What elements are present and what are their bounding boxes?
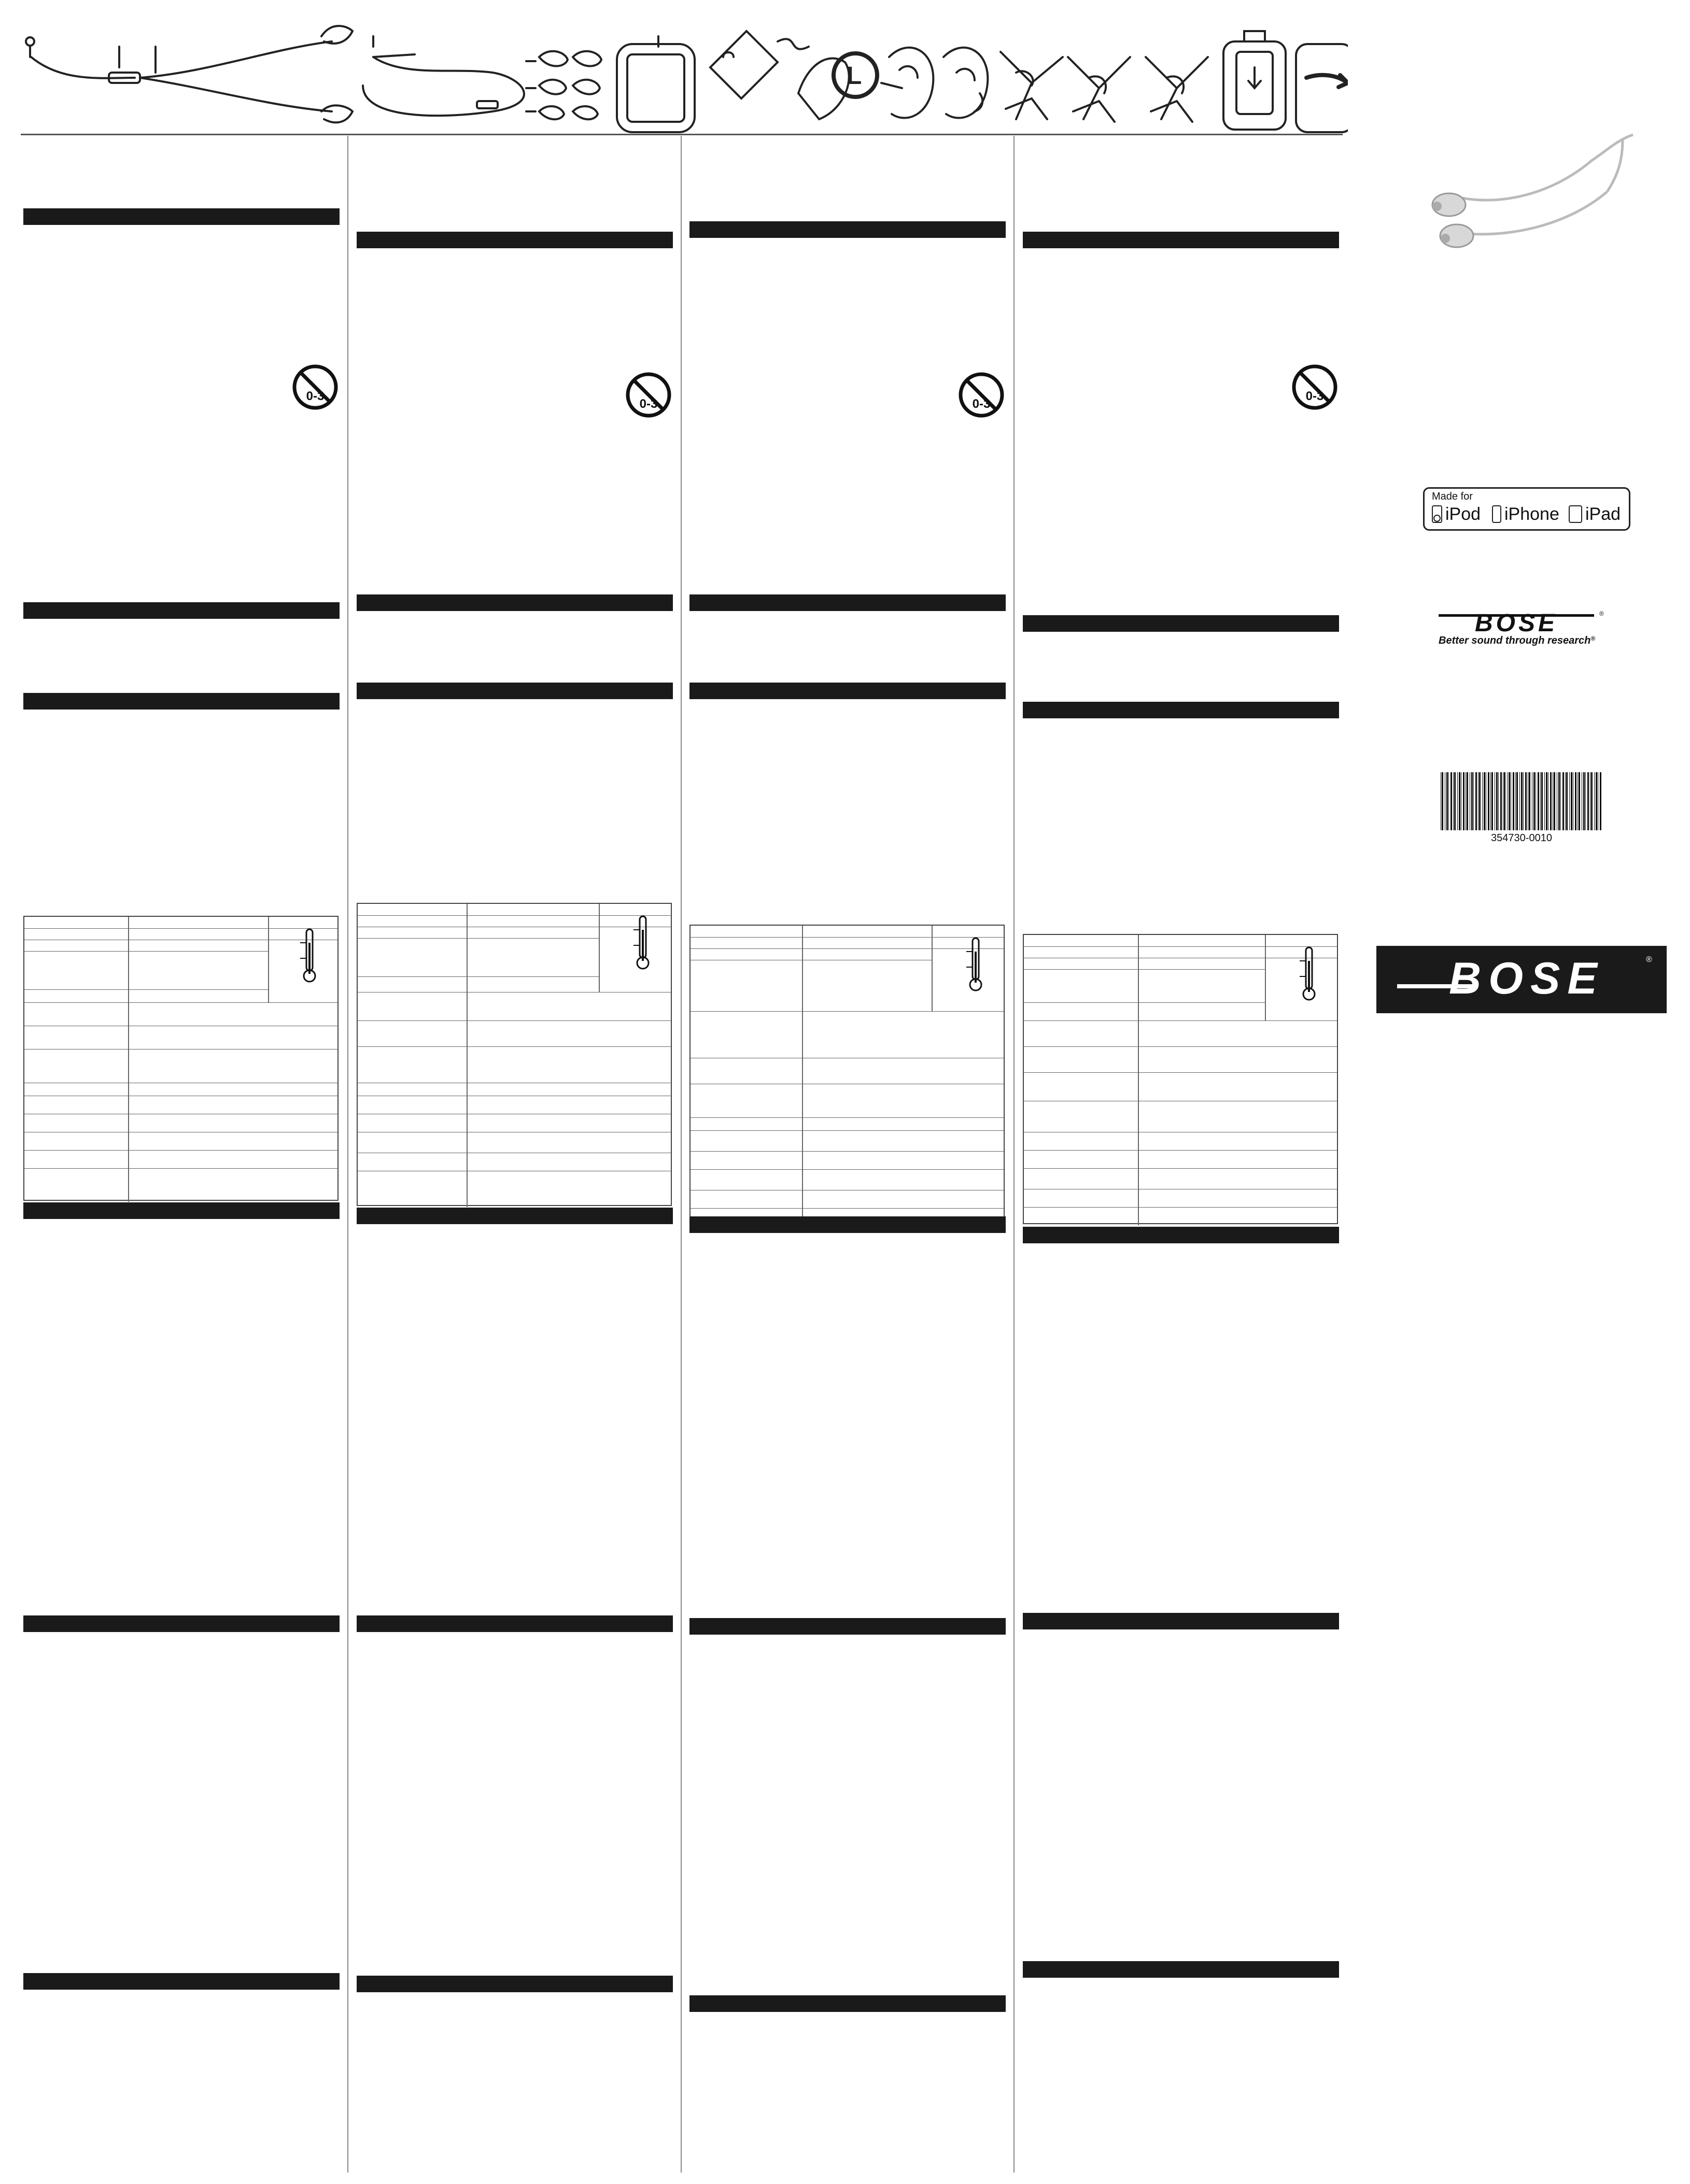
barcode-bar (1544, 772, 1545, 830)
barcode-bar (1571, 772, 1572, 830)
device-iphone: iPhone (1504, 504, 1559, 524)
section-header-bar (1023, 1227, 1339, 1243)
specifications-table (23, 916, 339, 1201)
section-header-bar (357, 1615, 673, 1632)
column-divider-1 (347, 136, 348, 2173)
illustration-strip (0, 0, 1348, 137)
section-header-bar (357, 232, 673, 248)
section-header-bar (23, 1615, 340, 1632)
barcode-bar (1509, 772, 1510, 830)
language-column-4 (1023, 136, 1339, 2173)
bose-wordmark-large: BOSE (1449, 954, 1604, 1003)
barcode-bar (1459, 772, 1460, 830)
age-label: 0-3 (972, 397, 991, 411)
section-header-bar (23, 602, 340, 619)
no-children-0-3-icon (958, 372, 1005, 418)
barcode-bar (1488, 772, 1489, 830)
eartip-sizes-figure (526, 51, 601, 119)
barcode-bar (1513, 772, 1514, 830)
barcode-bar (1500, 772, 1502, 830)
temperature-icon (965, 936, 986, 993)
barcode-bar (1519, 772, 1520, 830)
no-children-0-3-icon (292, 364, 339, 410)
barcode-bar (1579, 772, 1580, 830)
barcode-bar (1600, 772, 1601, 830)
section-header-bar (23, 1973, 340, 1990)
barcode-bar (1479, 772, 1481, 830)
ipod-icon (1432, 505, 1442, 523)
barcode-bar (1498, 772, 1499, 830)
barcode-bar (1541, 772, 1543, 830)
barcode-bar (1467, 772, 1468, 830)
device-ipad: iPad (1585, 504, 1621, 524)
section-header-bar (1023, 702, 1339, 718)
language-column-1 (23, 136, 340, 2173)
barcode-bar (1504, 772, 1505, 830)
barcode-bar (1471, 772, 1473, 830)
section-header-bar (357, 594, 673, 611)
section-header-bar (23, 208, 340, 225)
barcode-bar (1523, 772, 1524, 830)
barcode-bar (1565, 772, 1566, 830)
barcode-bar (1562, 772, 1564, 830)
barcode-bar (1525, 772, 1527, 830)
bose-wordmark-small: BOSE (1475, 609, 1558, 637)
language-column-2 (357, 136, 673, 2173)
barcode-bar (1583, 772, 1585, 830)
specifications-table (689, 925, 1005, 1230)
made-for-heading: Made for (1432, 491, 1473, 502)
logo-registered-large: ® (1646, 955, 1652, 964)
barcode-bar (1515, 772, 1516, 830)
product-photo-earbuds (1400, 130, 1649, 285)
barcode-bar (1457, 772, 1458, 830)
section-header-bar (357, 1976, 673, 1992)
barcode-bar (1475, 772, 1477, 830)
no-children-0-3-icon (625, 372, 672, 418)
barcode-bar (1596, 772, 1597, 830)
section-header-bar (689, 683, 1006, 699)
barcode-bar (1566, 772, 1568, 830)
armband-insert-figures (1223, 31, 1348, 132)
svg-text:L: L (847, 62, 862, 90)
barcode-bar (1558, 772, 1560, 830)
barcode-bar (1450, 772, 1452, 830)
column-divider-2 (681, 136, 682, 2173)
barcode-bar (1546, 772, 1547, 830)
barcode-bar (1482, 772, 1483, 830)
barcode-bar (1554, 772, 1555, 830)
iphone-icon (1492, 505, 1501, 523)
no-children-0-3-icon (1291, 364, 1338, 410)
barcode-bar (1560, 772, 1561, 830)
age-label: 0-3 (306, 389, 325, 403)
barcode-bar (1538, 772, 1539, 830)
section-header-bar (1023, 615, 1339, 632)
language-column-3 (689, 136, 1006, 2173)
column-divider-3 (1013, 136, 1015, 2173)
section-header-bar (1023, 232, 1339, 248)
logo-registered-small: ® (1599, 610, 1604, 617)
barcode-bar (1587, 772, 1589, 830)
barcode-bar (1550, 772, 1552, 830)
barcode-bar (1491, 772, 1493, 830)
temperature-icon (299, 927, 320, 984)
device-ipod: iPod (1445, 504, 1481, 524)
barcode-number: 354730-0010 (1491, 832, 1552, 844)
barcode (1439, 772, 1604, 845)
section-header-bar (23, 693, 340, 710)
armband-figure (617, 36, 695, 132)
extension-cable-figure (363, 36, 524, 116)
barcode-bar (1521, 772, 1523, 830)
barcode-bar (1463, 772, 1464, 830)
barcode-bar (1569, 772, 1570, 830)
section-header-bar (689, 1618, 1006, 1635)
barcode-bar (1448, 772, 1449, 830)
section-header-bar (357, 1208, 673, 1224)
phone-connect-figure (710, 31, 809, 98)
barcode-bar (1496, 772, 1498, 830)
ear-insert-figures (881, 48, 988, 118)
barcode-bar (1591, 772, 1593, 830)
section-header-bar (1023, 1613, 1339, 1629)
section-header-bar (689, 1216, 1006, 1233)
top-divider (21, 134, 1343, 135)
section-header-bar (357, 683, 673, 699)
section-header-bar (689, 1995, 1006, 2012)
barcode-bar (1585, 772, 1586, 830)
specifications-table (357, 903, 672, 1206)
age-label: 0-3 (1305, 389, 1324, 403)
barcode-bar (1454, 772, 1456, 830)
barcode-bar (1507, 772, 1508, 830)
barcode-bar (1575, 772, 1576, 830)
section-header-bar (689, 221, 1006, 238)
age-label: 0-3 (639, 397, 658, 411)
section-header-bar (689, 594, 1006, 611)
barcode-bar (1490, 772, 1491, 830)
bose-tagline-logo (1439, 609, 1610, 650)
barcode-bar (1594, 772, 1595, 830)
barcode-bar (1446, 772, 1448, 830)
section-header-bar (1023, 1961, 1339, 1978)
specifications-table (1023, 934, 1338, 1224)
barcode-bar (1533, 772, 1535, 830)
temperature-icon (632, 914, 653, 971)
left-eartip-figure (798, 53, 877, 119)
headphones-with-remote-figure (26, 26, 353, 122)
barcode-bar (1484, 772, 1485, 830)
barcode-bar (1540, 772, 1541, 830)
temperature-icon (1299, 945, 1319, 1002)
ipad-icon (1569, 505, 1582, 523)
barcode-bar (1529, 772, 1530, 830)
clip-figures (1001, 52, 1208, 122)
section-header-bar (23, 1202, 340, 1219)
barcode-bar (1453, 772, 1454, 830)
barcode-bar (1473, 772, 1474, 830)
barcode-bar (1516, 772, 1518, 830)
made-for-apple-badge (1423, 487, 1630, 531)
bose-logo-large (1376, 946, 1667, 1013)
bose-tagline: Better sound through research® (1439, 635, 1596, 646)
barcode-bar (1442, 772, 1443, 830)
